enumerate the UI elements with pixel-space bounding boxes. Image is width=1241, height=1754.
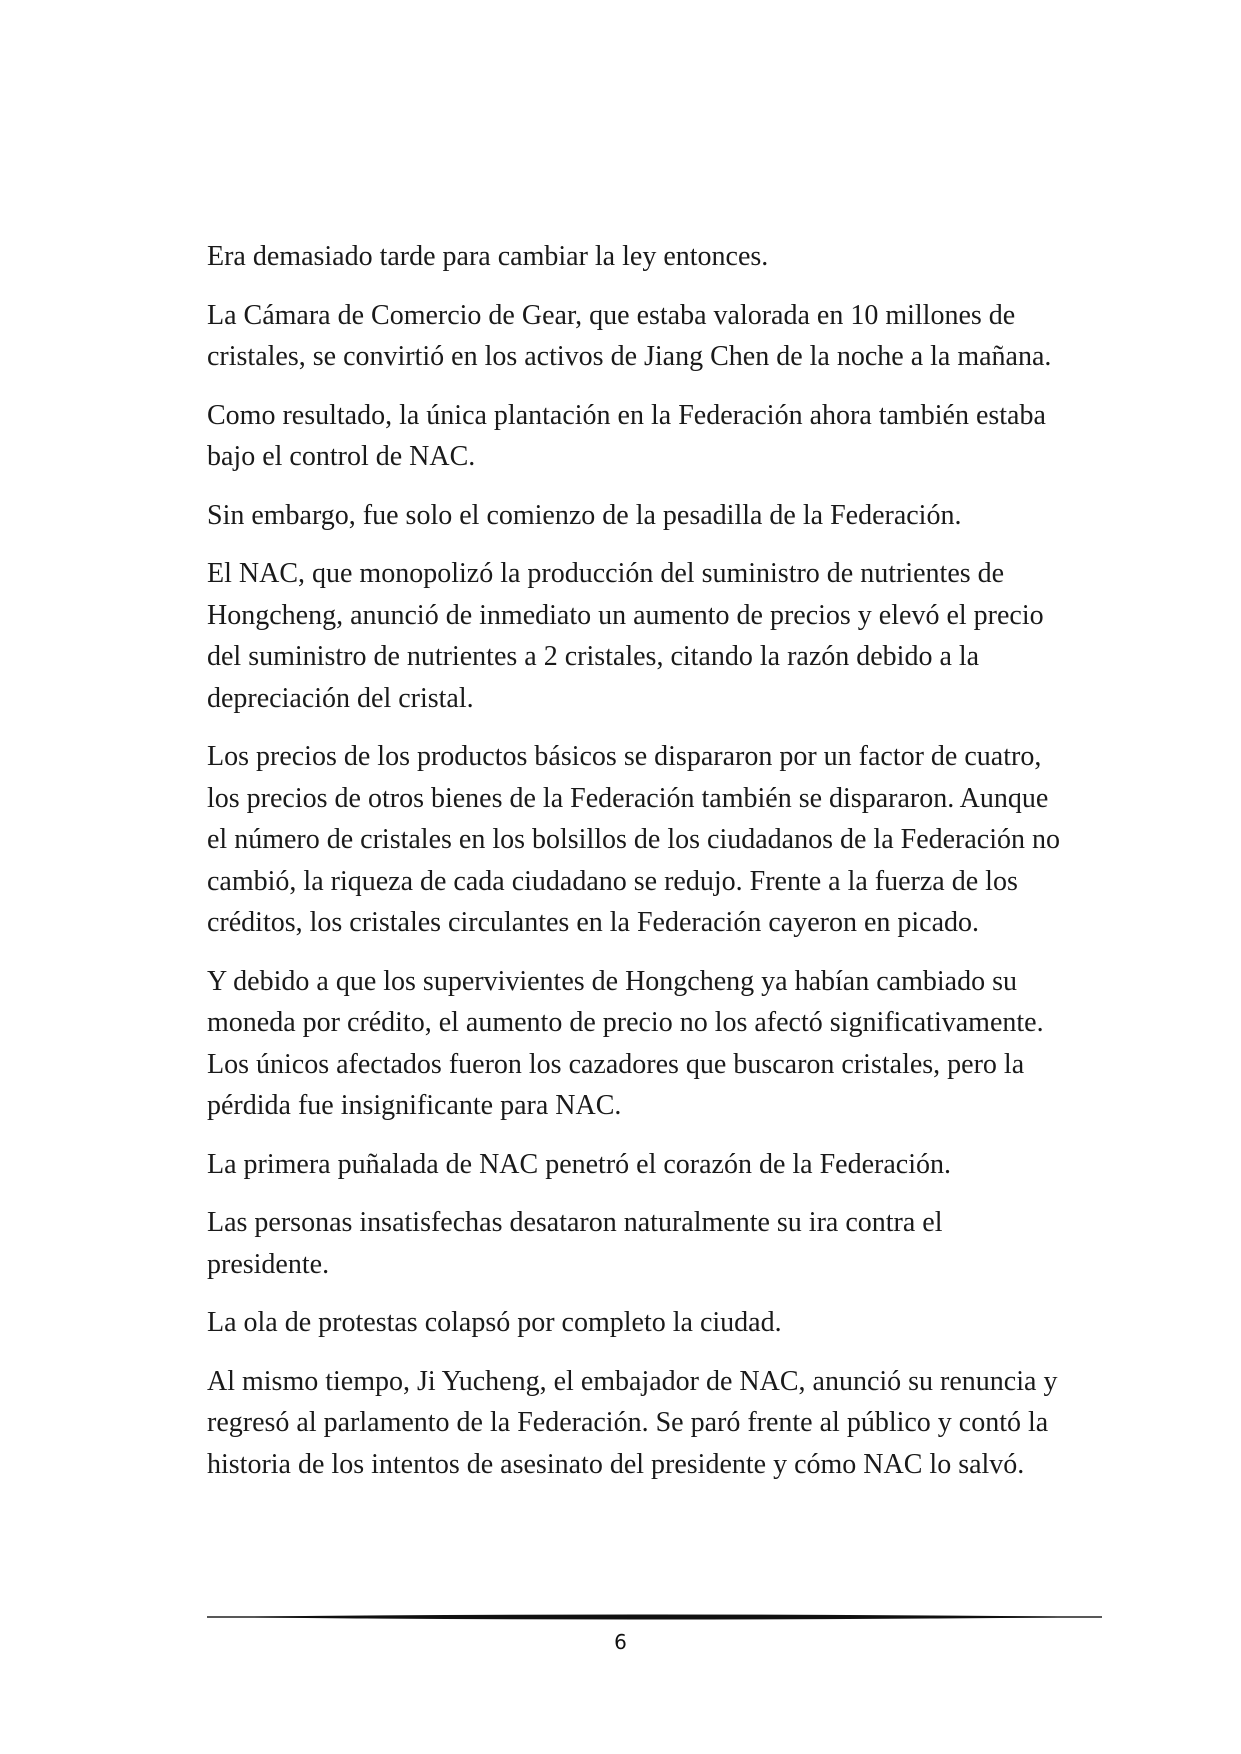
- body-text: [207, 236, 1067, 1502]
- footer-divider: [207, 1612, 1102, 1622]
- paragraph: Como resultado, la única plantación en la Federación ahora también estaba bajo el control de NAC.: [207, 399, 1046, 472]
- paragraph: Y debido a que los supervivientes de Hongcheng ya habían cambiado su moneda por crédito, el aumento de precio no los afectó significativamente. Los únicos afectados fueron los cazadores que buscaron cristales, pero la pérdida fue insignificante para NAC.: [207, 965, 1044, 1121]
- page-number: 6: [614, 1630, 627, 1654]
- paragraph: Las personas insatisfechas desataron naturalmente su ira contra el presidente.: [207, 1207, 943, 1280]
- paragraph: Era demasiado tarde para cambiar la ley entonces.: [207, 241, 769, 272]
- paragraph: Los precios de los productos básicos se dispararon por un factor de cuatro, los precios de otros bienes de la Federación también se dispararon. Aunque el número de cristales en los bolsillos de los ciudadanos de la Federación no cambió, la riqueza de cada ciudadano se redujo. Frente a la fuerza de los créditos, los cristales circulantes en la Federación cayeron en picado.: [207, 741, 1061, 938]
- paragraph: El NAC, que monopolizó la producción del suministro de nutrientes de Hongcheng, anunció de inmediato un aumento de precios y elevó el precio del suministro de nutrientes a 2 cristales, citando la razón debido a la depreciación del cristal.: [207, 558, 1044, 714]
- paragraph: La ola de protestas colapsó por completo la ciudad.: [207, 1307, 782, 1338]
- paragraph: Sin embargo, fue solo el comienzo de la pesadilla de la Federación.: [207, 499, 962, 531]
- paragraph: Al mismo tiempo, Ji Yucheng, el embajador de NAC, anunció su renuncia y regresó al parlamento de la Federación. Se paró frente al público y contó la historia de los intentos de asesinato del presidente y cómo NAC lo salvó.: [207, 1365, 1058, 1480]
- paragraph: La Cámara de Comercio de Gear, que estaba valorada en 10 millones de cristales, se convirtió en los activos de Jiang Chen de la noche a la mañana.: [207, 299, 1052, 372]
- paragraph: La primera puñalada de NAC penetró el corazón de la Federación.: [207, 1148, 951, 1180]
